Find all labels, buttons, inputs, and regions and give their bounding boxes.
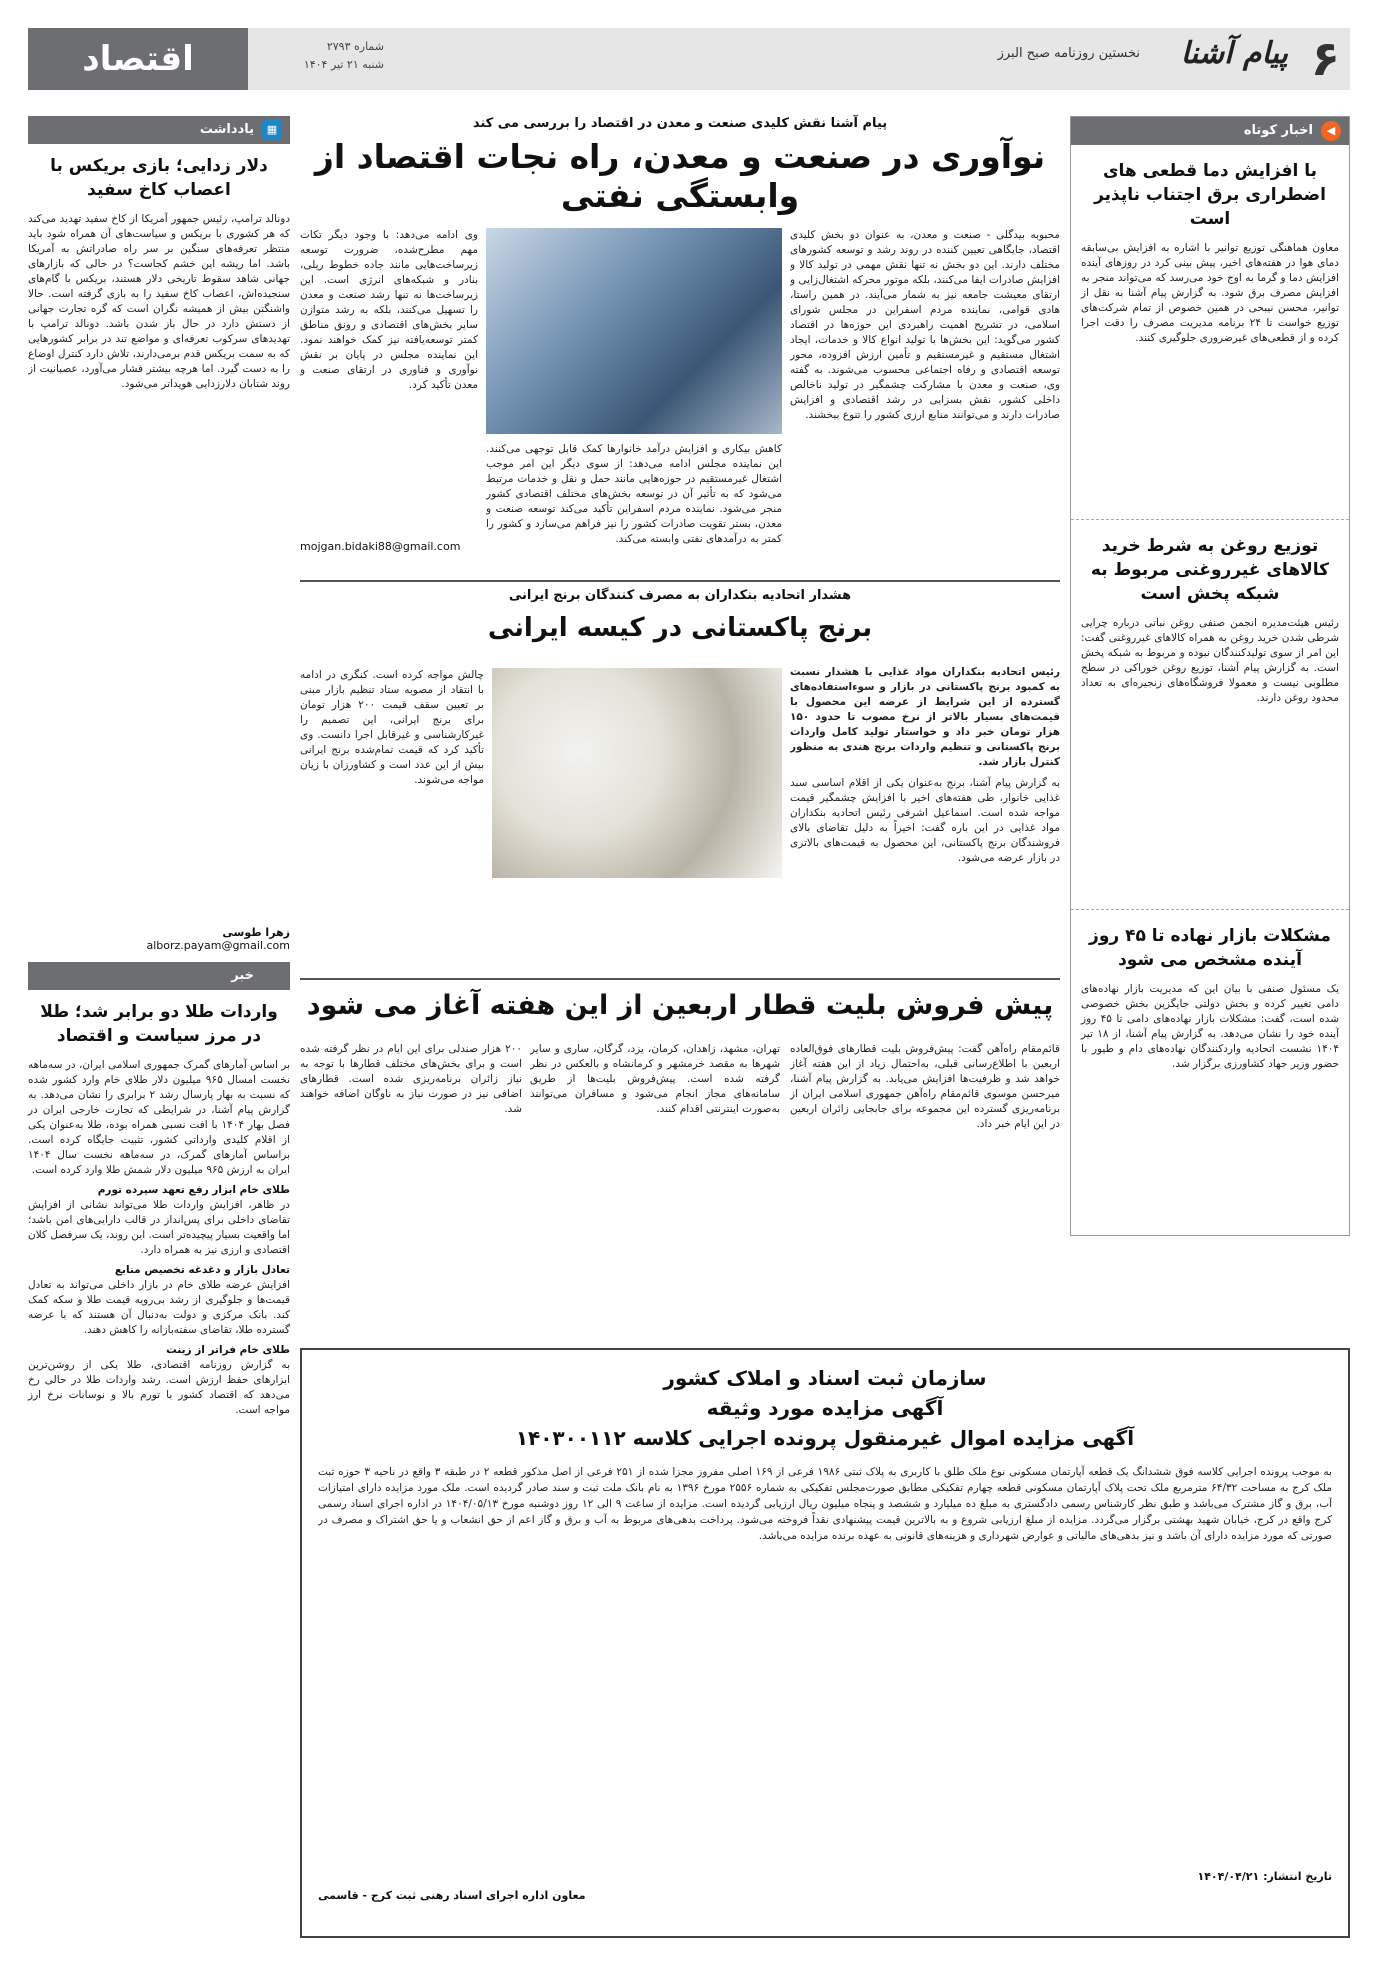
page-number: ۶ — [1310, 31, 1340, 87]
short-news-item — [1071, 145, 1349, 520]
gold-subhead-body: در ظاهر، افزایش واردات طلا می‌تواند نشانی از افزایش تقاضای داخلی برای پس‌انداز در قالب دارایی‌های امن باشد؛ اما واقعیت بسیار پیچیده‌تر است. این روند، یک سرفصل کلان اقتصادی و ارزی نیز به همراه دارد. — [28, 1199, 290, 1256]
news-tag — [28, 962, 290, 990]
short-news-title: مشکلات بازار نهاده تا ۴۵ روز آینده مشخص می شود — [1089, 926, 1331, 970]
masthead — [28, 28, 1350, 90]
gold-subhead: طلای خام ابزار رفع تعهد سپرده تورم — [97, 1184, 290, 1196]
lead-title: نوآوری در صنعت و معدن، راه نجات اقتصاد از وابستگی نفتی — [314, 137, 1046, 215]
auction-body: به موجب پرونده اجرایی کلاسه فوق ششدانگ یک قطعه آپارتمان مسکونی نوع ملک طلق با کاربری به پلاک ثبتی ۱۹۸۶ فرعی از ۱۶۹ اصلی مفروز مجزا شده از ۲۵۱ فرعی از اصل مذکور قطعه ۲ در طبقه ۳ واقع در ناحیه ۳ حوزه ثبت ملک کرج به مساحت ۶۴/۳۲ مترمربع ملک تحت پلاک آپارتمان مسکونی قطعه چهارم تفکیکی مطابق صورت‌مجلس تفکیکی به شماره ۲۵۵۶ مورخ ۱۳۹۶ به نام بانک ملت ثبت و سند صادر گردیده است. ملک مورد مزایده دارای امتیازات آب، برق و گاز مشترک می‌باشد و طبق نظر کارشناس رسمی دادگستری به مبلغ ده میلیارد و ششصد و پنجاه میلیون ریال ارزیابی گردیده است. مزایده از ساعت ۹ الی ۱۲ روز دوشنبه مورخ ۱۴۰۴/۰۵/۱۳ در اداره اجرای اسناد رسمی کرج واقع در کرج، خیابان شهید بهشتی برگزار می‌گردد. مزایده از مبلغ ارزیابی شروع و به بالاترین قیمت پیشنهادی نقداً فروخته می‌شود. پرداخت بدهی‌های مربوط به آب و برق و گاز اعم از حق انشعاب و یا حق اشتراک و مصرف در صورتی که مورد مزایده دارای آن باشد و نیز بدهی‌های مالیاتی و عوارض شهرداری و هزینه‌های قانونی به عهده برنده مزایده می‌باشد. — [318, 1466, 1332, 1542]
short-news-item — [1071, 910, 1349, 1080]
short-news-body: معاون هماهنگی توزیع توانیر با اشاره به افزایش بی‌سابقه دمای هوا در هفته‌های اخیر، پیش بینی کرد در روزهای آینده افزایش دما و گرما به اوج خود می‌رسد که می‌تواند منجر به افزایش مصرف برق شود. به گزارش پیام آشنا به نقل از توانیر، محسن نیبحی در همین خصوص از تمام شرکت‌های توزیع خواست تا ۲۴ برنامه مدیریت مصرف را دقت اجرا کرده و از قطعی‌های غیرضروری جلوگیری کنند. — [1081, 242, 1339, 344]
train-body: قائم‌مقام راه‌آهن گفت: پیش‌فروش بلیت قطارهای فوق‌العاده اربعین با اطلاع‌رسانی قبلی، به‌احتمال زیاد از این هفته آغاز خواهد شد و ظرفیت‌ها افزایش می‌یابد. به گزارش پیام آشنا، میرحسن موسوی قائم‌مقام راه‌آهن جمهوری اسلامی ایران از برنامه‌ریزی گسترده این مجموعه برای جابجایی زائران اربعین در این ایام خبر داد. — [790, 1043, 1060, 1130]
lead-email: mojgan.bidaki88@gmail.com — [300, 540, 461, 553]
rice-sacks-photo — [492, 668, 782, 878]
train-body-2: تهران، مشهد، زاهدان، کرمان، یزد، گرگان، ساری و سایر شهرها به مقصد خرمشهر و کرمانشاه و بالعکس در نظر گرفته شده است. پیش‌فروش بلیت‌ها از طریق سامانه‌های مجاز انجام می‌شود و مسافران می‌توانند به‌صورت اینترنتی اقدام کنند. — [530, 1043, 780, 1115]
editorial-email: alborz.payam@gmail.com — [146, 939, 290, 952]
lead-kicker: پیام آشنا نقش کلیدی صنعت و معدن در اقتصاد را بررسی می کند — [472, 116, 888, 131]
newspaper-logo: پیام آشنا — [1180, 36, 1288, 71]
short-news-title: توزیع روغن به شرط خرید کالاهای غیرروغنی مربوط به شبکه پخش است — [1090, 536, 1330, 604]
gold-subhead: تعادل بازار و دغدغه تخصیص منابع — [114, 1264, 290, 1276]
auction-org: سازمان ثبت اسناد و املاک کشور — [663, 1366, 987, 1390]
lead-body-2: کاهش بیکاری و افزایش درآمد خانوارها کمک قابل توجهی می‌کنند. این نماینده مجلس ادامه می‌دهد: از سوی دیگر این امر موجب اشتغال غیرمستقیم در حوزه‌هایی مانند حمل و نقل و خدمات مرتبط می‌شود که به تأثیر آن در توسعه بخش‌های مختلف اقتصادی کشور منجر می‌شود. نماینده مردم اسفراین تأکید می‌کند توسعه صنعت و معدن، بستر تقویت صادرات کشور را نیز فراهم می‌سازد و کشور را کمتر به درآمدهای نفتی وابسته می‌کند. — [486, 443, 782, 545]
editorial-title: دلار زدایی؛ بازی بریکس با اعصاب کاخ سفید — [50, 156, 268, 200]
rice-text-right — [790, 665, 1060, 965]
calendar-icon: ▦ — [262, 120, 282, 140]
editorial-tag-label: یادداشت — [199, 122, 254, 137]
train-body-3: ۲۰۰ هزار صندلی برای این ایام در نظر گرفته شده است و برای بخش‌های مختلف قطارها با توجه به نیاز زائران برنامه‌ریزی شده است. قطارهای اضافی نیز در صورت نیاز به ناوگان اضافه خواهند شد. — [300, 1043, 522, 1115]
short-news-body: یک مسئول صنفی با بیان این که مدیریت بازار نهاده‌های دامی تغییر کرده و بخش دولتی جایگزین بخش خصوصی شده است، گفت: مشکلات بازار نهاده‌های دامی تا ۴۵ روز آینده خود را نشان می‌دهد. به گزارش پیام آشنا، از ۱۸ تیر ۱۴۰۴ نشست اتحادیه واردکنندگان نهاده‌های دام و طیور با حضور وزیر جهاد کشاورزی برگزار شد. — [1081, 983, 1339, 1070]
section-label: اقتصاد — [28, 28, 248, 90]
gold-imports-title: واردات طلا دو برابر شد؛ طلا در مرز سیاست و اقتصاد — [40, 1002, 278, 1046]
short-news-body: رئیس هیئت‌مدیره انجمن صنفی روغن نباتی درباره چرایی شرطی شدن خرید روغن به همراه کالاهای غیرروغنی گفت: این امر از سوی تولیدکنندگان نبوده و مربوط به شبکه پخش است. به گزارش پیام آشنا، توزیع روغن خوراکی در سطح مطلوبی نیست و معمولا فروشگاه‌های زنجیره‌ای به تعداد محدود روغن دارند. — [1081, 617, 1339, 704]
megaphone-icon: ◀ — [1321, 121, 1341, 141]
short-news-column — [1070, 116, 1350, 1236]
rice-kicker: هشدار اتحادیه بنکداران به مصرف کنندگان برنج ایرانی — [508, 588, 852, 603]
auction-signature: معاون اداره اجرای اسناد رهنی ثبت کرج - قاسمی — [318, 1889, 586, 1902]
tagline: نخستین روزنامه صبح البرز — [997, 46, 1140, 61]
gold-subhead: طلای خام فراتر از زینت — [166, 1344, 290, 1356]
short-news-item — [1071, 520, 1349, 910]
editorial-body: دونالد ترامپ، رئیس جمهور آمریکا از کاخ سفید تهدید می‌کند که هر کشوری با بریکس و سیاست‌های آن همراه شود باید منتظر تعرفه‌های سنگین بر سر راه صادراتش به آمریکا باشد. اما ریشه این خشم کجاست؟ در حالی که بازارهای جهانی شاهد سقوط تاریخی دلار هستند، بریکس با گام‌های سنجیده‌اش، اعصاب کاخ سفید را به بازی گرفته است. حالا واشنگتن بیش از همیشه نگران است که گره تجارت جهانی از دستش دارد در حال باز شدن باشد. دونالد ترامپ با تهدیدهای سرکوب تعرفه‌ای و مواضع تند در برابر کشورهایی که به سمت بریکس قدم برمی‌دارند، تلاش دارد کنترل اوضاع را به دست گیرد. اما هرچه بیشتر فشار می‌آورد، عصبانیت از روند شتابان دلارزدایی هویداتر می‌شود. — [28, 213, 290, 390]
short-news-tag-label: اخبار کوتاه — [1243, 123, 1313, 138]
lead-body: محبوبه بیدگلی - صنعت و معدن، به عنوان دو بخش کلیدی اقتصاد، جایگاهی تعیین کننده در روند رشد و توسعه کشورهای مختلف دارند. این دو بخش نه تنها نقش مهمی در تولید کالا و افزایش صادرات ایفا می‌کنند، بلکه موتور محرکه اشتغال‌زایی و ارتقای معیشت جامعه نیز به شمار می‌آیند. در همین راستا، هادی قوامی، نماینده مردم اسفراین در مجلس شورای اسلامی، در تشریح اهمیت راهبردی این حوزه‌ها در اقتصاد کشور می‌گوید: این بخش‌ها با تولید انواع کالا و خدمات، ایجاد اشتغال مستقیم و غیرمستقیم و تأمین ارزش افزوده، محور توسعه اقتصادی و رفاه اجتماعی محسوب می‌شوند. به گفته وی، صنعت و معدن با مشارکت چشمگیر در تولید ناخالص داخلی کشور، نقش بسزایی در رشد اقتصادی و افزایش صادرات دارند و می‌توانند منابع ارزی کشور را تنوع ببخشند. — [790, 229, 1060, 421]
divider — [300, 978, 1060, 980]
short-news-tag — [1071, 117, 1349, 145]
issue-number: شماره ۲۷۹۳ — [326, 40, 384, 53]
rice-article-head — [300, 588, 1060, 653]
rice-body-2: چالش مواجه کرده است. کنگری در ادامه با انتقاد از مصوبه ستاد تنظیم بازار مبنی بر تعیین سقف قیمت ۲۰۰ هزار تومان برای برنج ایرانی، این تصمیم را غیرکارشناسی و غیرقابل اجرا دانست. وی تأکید کرد که قیمت تمام‌شده برنج ایرانی بیش از این عدد است و کشاورزان با زیان مواجه می‌شوند. — [300, 669, 484, 786]
train-title: پیش فروش بلیت قطار اربعین از این هفته آغاز می شود — [306, 990, 1054, 1021]
auction-title-2: آگهی مزایده اموال غیرمنقول پرونده اجرایی کلاسه ۱۴۰۳۰۰۱۱۲ — [515, 1426, 1135, 1450]
lead-body-3: وی ادامه می‌دهد: با وجود دیگر تکات مهم مطرح‌شده، ضرورت توسعه زیرساخت‌هایی مانند جاده خطوط ریلی، بنادر و شبکه‌های انرژی است. این زیرساخت‌ها نه تنها رشد صنعت و معدن را تسهیل می‌کنند، بلکه به رشد متوازن سایر بخش‌های اقتصادی و رونق مناطق کمتر توسعه‌یافته نیز کمک خواهند نمود. این نماینده مجلس در پایان بر نقش نوآوری و فناوری در ارتقای صنعت و معدن تأکید کرد. — [300, 229, 478, 391]
gold-subhead-body: افزایش عرضه طلای خام در بازار داخلی می‌تواند به تعادل قیمت‌ها و جلوگیری از رشد بی‌رویه قیمت طلا و سکه کمک کند. بانک مرکزی و دولت به‌دنبال آن هستند که با عرضه گسترده طلا، تقاضای سفته‌بازانه را کاهش دهند. — [28, 1279, 290, 1336]
left-column — [28, 116, 290, 1418]
short-news-title: با افزایش دما قطعی های اضطراری برق اجتناب ناپذیر است — [1094, 161, 1326, 229]
rice-lede: رئیس اتحادیه بنکداران مواد غذایی با هشدار نسبت به کمبود برنج پاکستانی در بازار و سوءاستفاده‌های گسترده از این شرایط از عرضه این محصول با قیمت‌های بسیار بالاتر از نرخ مصوب تا حدود ۱۵۰ هزار تومان خبر داد و خواستار تولید کامل واردات برنج پاکستانی و تنظیم واردات برنج هندی به منظور کنترل بازار شد. — [790, 666, 1060, 768]
auction-notice — [300, 1348, 1350, 1938]
auction-title-1: آگهی مزایده مورد وثیقه — [706, 1396, 944, 1420]
gold-subhead-body: به گزارش روزنامه اقتصادی، طلا یکی از روشن‌ترین ابزارهای حفظ ارزش است. رشد واردات طلا در حالی رخ می‌دهد که اقتصاد کشور با تورم بالا و نوسانات نرخ ارز مواجه است. — [28, 1359, 290, 1416]
lead-article — [300, 116, 1060, 225]
issue-date: شنبه ۲۱ تیر ۱۴۰۴ — [303, 58, 384, 71]
news-tag-label: خبر — [231, 968, 254, 983]
rice-body: به گزارش پیام آشنا، برنج به‌عنوان یکی از اقلام اساسی سبد غذایی خانوار، طی هفته‌های اخیر با افزایش چشمگیر قیمت مواجه شده است. اسماعیل اشرفی رئیس اتحادیه بنکداران مواد غذایی در این باره گفت: اخیراً به دلیل تقاضای بالای فروشندگان برنج پاکستانی، این محصول به قیمت‌های بالاتری در بازار عرضه می‌شود. — [790, 777, 1060, 864]
factory-worker-photo — [486, 228, 782, 434]
gold-imports-body: بر اساس آمارهای گمرک جمهوری اسلامی ایران، در سه‌ماهه نخست امسال ۹۶۵ میلیون دلار طلای خام وارد کشور شده که نسبت به بهار پارسال رشد ۲ برابری را نشان می‌دهد. به گزارش پیام آشنا، در شرایطی که تجارت خارجی ایران در فصل بهار ۱۴۰۴ با افت نسبی همراه بوده، طلا به‌عنوان یکی از اقلام کلیدی وارداتی کشور، تثبیت جایگاه کرده است. براساس آمارهای گمرک، در سه‌ماهه نخست سال ۱۴۰۴ ایران به ارزش ۹۶۵ میلیون دلار شمش طلا وارد کرده است. — [28, 1059, 290, 1176]
divider — [300, 580, 1060, 582]
rice-title: برنج پاکستانی در کیسه ایرانی — [487, 613, 873, 643]
editorial-author: زهرا طوسی — [222, 926, 290, 939]
issue-info — [264, 38, 384, 74]
auction-date: تاریخ انتشار: ۱۴۰۴/۰۴/۲۱ — [1197, 1870, 1332, 1883]
editorial-tag — [28, 116, 290, 144]
